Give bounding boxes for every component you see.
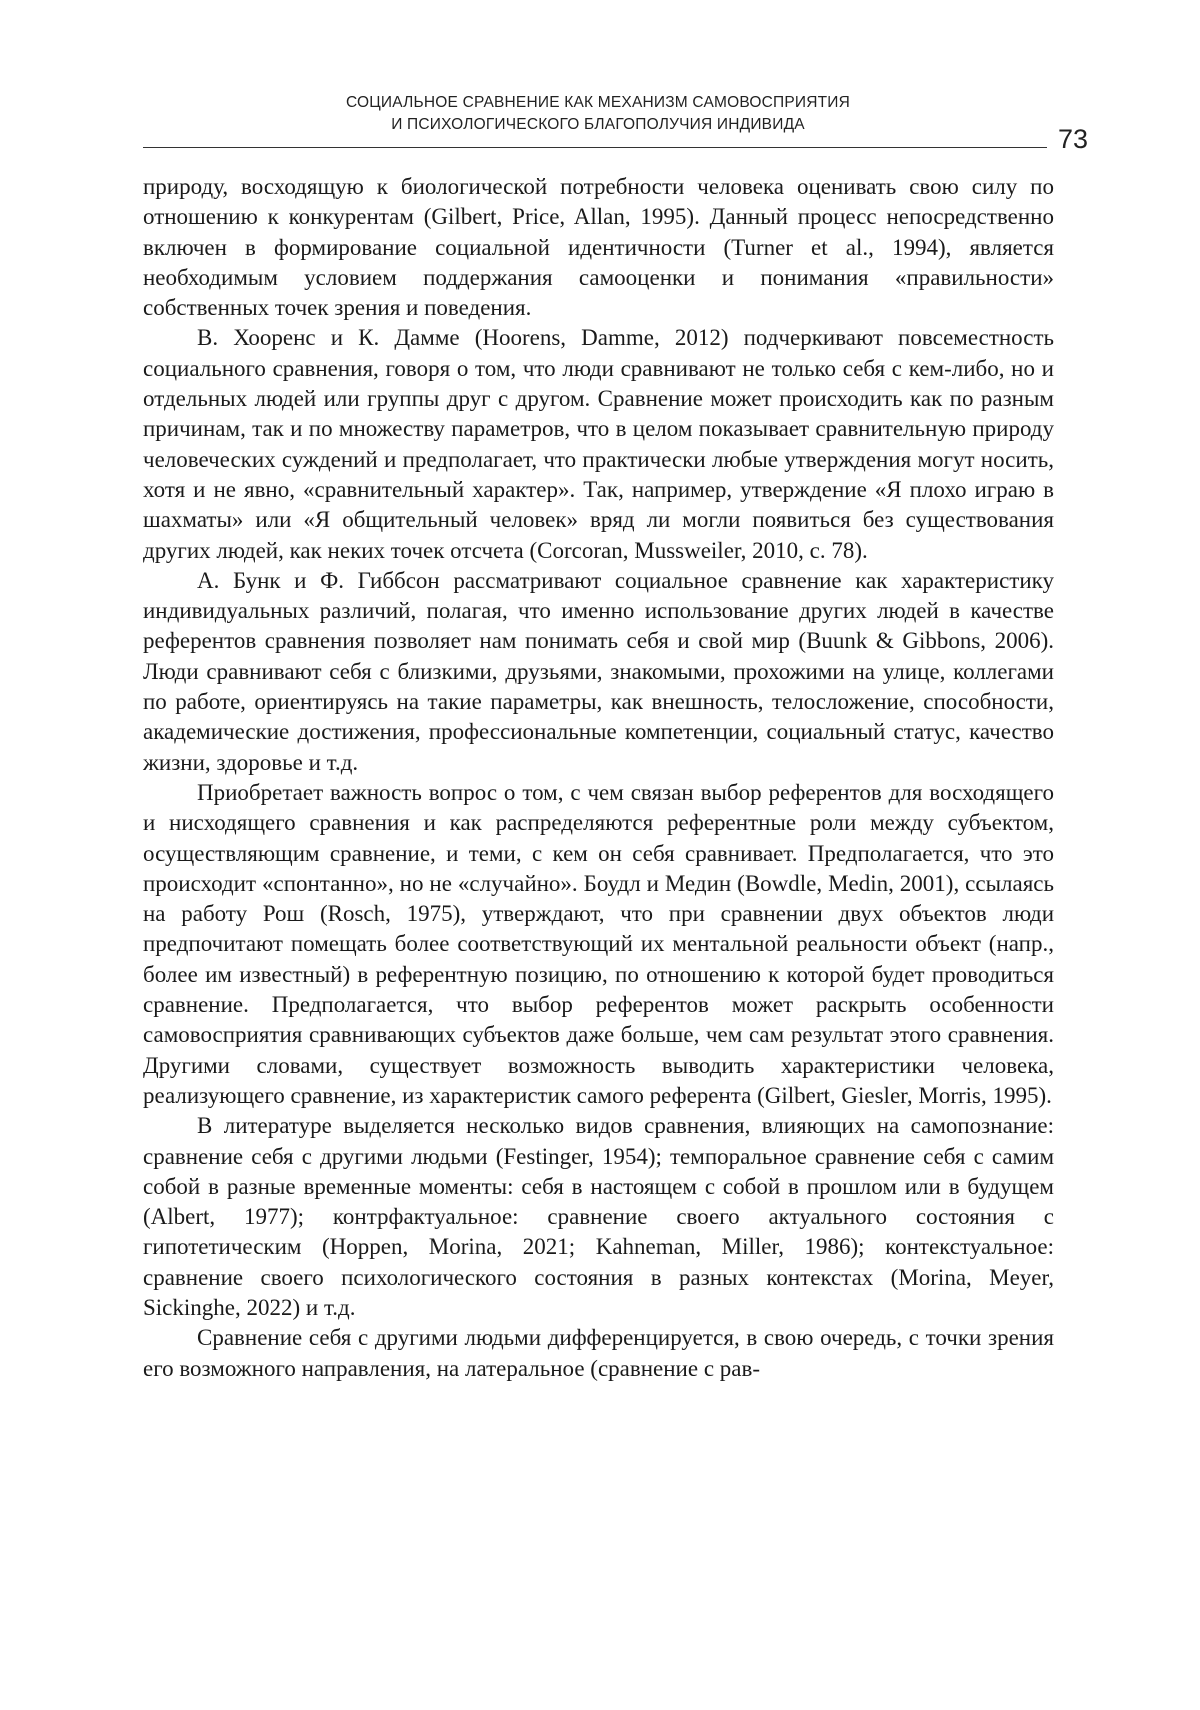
paragraph-2: В. Хооренс и К. Дамме (Hoorens, Damme, 2012) подчеркивают повсеместность социального сравнения, говоря о том, что люди сравнивают не только себя с кем-либо, но и отдельных людей или группы друг с другом. Сравнение может происходить как по разным причинам, так и по множеству параметров, что в целом показывает сравнительную природу человеческих суждений и предполагает, что практически любые утверждения могут носить, хотя и не явно, «сравнительный характер». Так, например, утверждение «Я плохо играю в шахматы» или «Я общительный человек» вряд ли могли появиться без существования других людей, как неких точек отсчета (Corcoran, Mussweiler, 2010, с. 78). [143, 325, 1054, 563]
paragraph-5: В литературе выделяется несколько видов сравнения, влияющих на самопознание: сравнение себя с другими людьми (Festinger, 1954); темпоральное сравнение себя с самим собой в разные временные моменты: себя в настоящем с собой в прошлом или в будущем (Albert, 1977); контрфактуальное: сравнение своего актуального состояния с гипотетическим (Hoppen, Morina, 2021; Kahneman, Miller, 1986); контекстуальное: сравнение своего психологического состояния в разных контекстах (Morina, Meyer, Sickinghe, 2022) и т.д. [143, 1113, 1054, 1320]
paragraph-4: Приобретает важность вопрос о том, с чем связан выбор референтов для восходящего и нисходящего сравнения и как распределяются референтные роли между субъектом, осуществляющим сравнение, и теми, с кем он себя сравнивает. Предполагается, что это происходит «спонтанно», но не «случайно». Боудл и Медин (Bowdle, Medin, 2001), ссылаясь на работу Рош (Rosch, 1975), утверждают, что при сравнении двух объектов люди предпочитают помещать более соответствующий их ментальной реальности объект (напр., более им известный) в референтную позицию, по отношению к которой будет проводиться сравнение. Предполагается, что выбор референтов может раскрыть особенности самовосприятия сравнивающих субъектов даже больше, чем сам результат этого сравнения. Другими словами, существует возможность выводить характеристики человека, реализующего сравнение, из характеристик самого референта (Gilbert, Giesler, Morris, 1995). [143, 779, 1054, 1108]
paragraph-1: природу, восходящую к биологической потребности человека оценивать свою силу по отношению к конкурентам (Gilbert, Price, Allan, 1995). Данный процесс непосредственно включен в формирование социальной идентичности (Turner et al., 1994), является необходимым условием поддержания самооценки и понимания «правильности» собственных точек зрения и поведения. [143, 174, 1054, 321]
running-header-line-1: СОЦИАЛЬНОЕ СРАВНЕНИЕ КАК МЕХАНИЗМ САМОВОСПРИЯТИЯ [345, 94, 851, 111]
body-text [143, 172, 1054, 1384]
header-rule [143, 147, 1047, 148]
paragraph-3: А. Бунк и Ф. Гиббсон рассматривают социальное сравнение как характеристику индивидуальных различий, полагая, что именно использование других людей в качестве референтов сравнения позволяет нам понимать себя и свой мир (Buunk & Gibbons, 2006). Люди сравнивают себя с близкими, друзьями, знакомыми, прохожими на улице, коллегами по работе, ориентируясь на такие параметры, как внешность, телосложение, способности, академические достижения, профессиональные компетенции, социальный статус, качество жизни, здоровье и т.д. [143, 567, 1054, 775]
running-header [143, 92, 1053, 136]
page-number: 73 [1058, 124, 1089, 154]
running-header-line-2: И ПСИХОЛОГИЧЕСКОГО БЛАГОПОЛУЧИЯ ИНДИВИДА [391, 116, 805, 133]
paragraph-6: Сравнение себя с другими людьми дифференцируется, в свою очередь, с точки зрения его возможного направления, на латеральное (сравнение с рав- [143, 1325, 1054, 1381]
